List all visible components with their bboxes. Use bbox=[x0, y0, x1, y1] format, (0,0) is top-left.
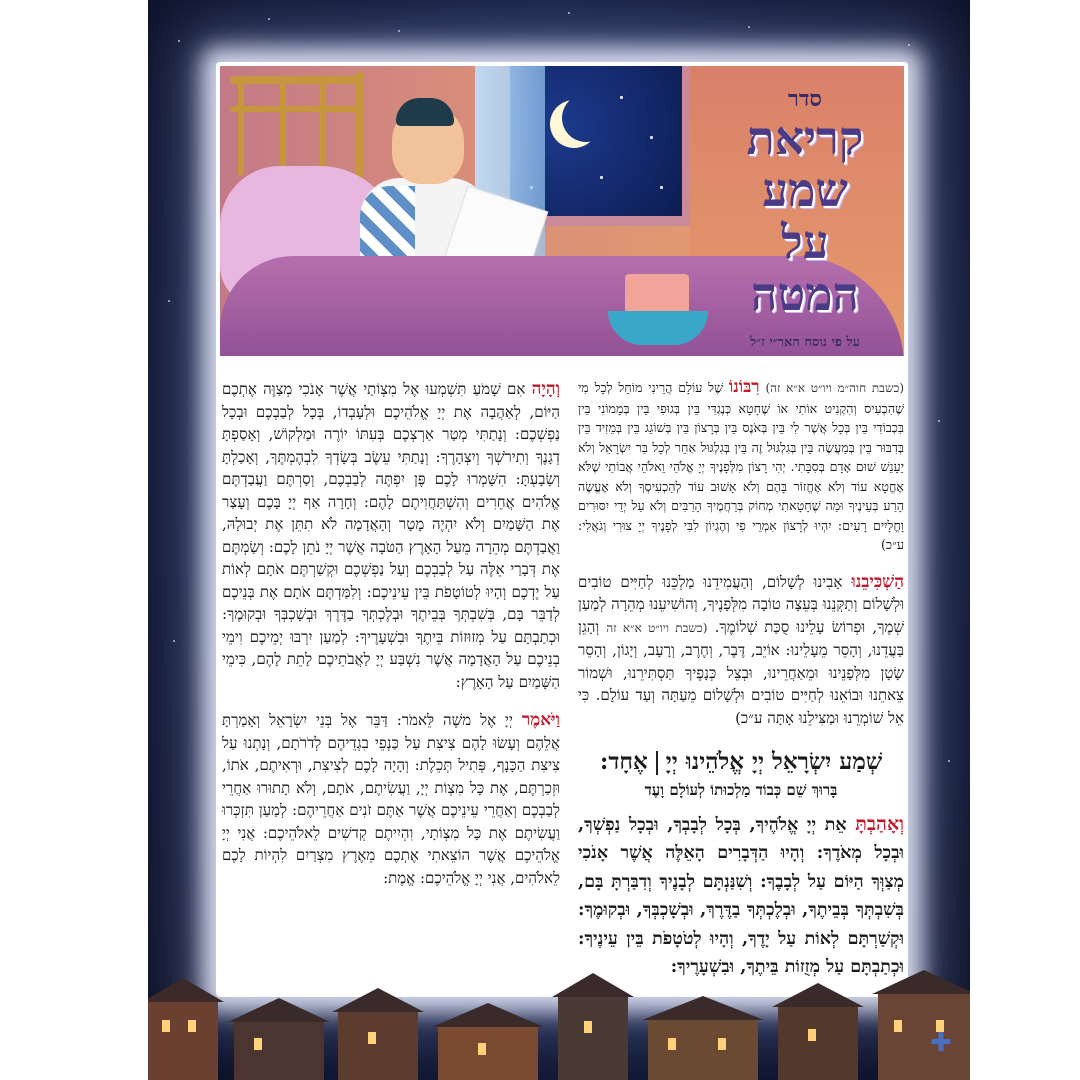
ribono-paragraph bbox=[578, 378, 904, 555]
night-sky-background bbox=[148, 0, 970, 1080]
prayer-panel bbox=[216, 62, 908, 997]
shema-divider bbox=[656, 751, 658, 775]
bedtime-illustration bbox=[220, 66, 904, 356]
moon-icon bbox=[562, 94, 610, 142]
vayomer-paragraph bbox=[222, 709, 560, 889]
vehaya-paragraph bbox=[222, 378, 560, 693]
title-line-1: קריאת שמע bbox=[746, 111, 864, 217]
left-text-column bbox=[222, 378, 560, 905]
ribono-note: (כשבת חוה״מ ויו״ט א״א זה) bbox=[765, 381, 904, 395]
title-seder: סדר bbox=[788, 86, 822, 112]
hashkivenu-paragraph bbox=[578, 571, 904, 730]
vehaya-lead-word: וְהָיָה bbox=[531, 379, 560, 399]
veahavta-lead-word: וְאָהַבְתָּ bbox=[855, 812, 905, 835]
plus-icon: ✚ bbox=[930, 1028, 952, 1058]
title-block bbox=[720, 86, 890, 350]
shema-echad: אֶחָד: bbox=[599, 748, 648, 775]
title-subtitle: על פי נוסח האר״י ז״ל bbox=[750, 335, 860, 350]
vayomer-text: יְיָ אֶל משֶׁה לֵּאמֹר: דַּבֵּר אֶל בְּנֵי יִשְׂרָאֵל וְאָמַרְתָּ אֲלֵהֶם וְעָשׂוּ לָהֶם צִיצִת עַל כַּנְפֵי בִגְדֵיהֶם לְדֹרֹתָם, וְנָתְנוּ עַל צִיצִת הַכָּנָף, פְּתִיל תְּכֵלֶת: וְהָיָה לָכֶם לְצִיצִת, וּרְאִיתֶם, אֹתוֹ, וּזְכַרְתֶּם, אֶת כָּל מִצְוֹת יְיָ, וַעֲשִׂיתֶם, אֹתָם, וְלֹא תָתוּרוּ אַחֲרֵי לְבַבְכֶם וְאַחֲרֵי עֵינֵיכֶם אֲשֶׁר אַתֶּם זֹנִים אַחֲרֵיהֶם: לְמַעַן תִּזְכְּרוּ וַעֲשִׂיתֶם אֶת כָּל מִצְוֹתָי, וִהְיִיתֶם קְדשִׁים לֵאלֹהֵיכֶם: אֲנִי יְיָ אֱלֹהֵיכֶם אֲשֶׁר הוֹצֵאתִי אֶתְכֶם מֵאֶרֶץ מִצְרַיִם לִהְיוֹת לָכֶם לֵאלֹהִים, אֲנִי יְיָ אֱלֹהֵיכֶם: אֱמֶת: bbox=[222, 711, 560, 887]
hashkivenu-lead-word: הַשְׁכִּיבֵנוּ bbox=[851, 571, 904, 592]
hashkivenu-text-2: וְהָגֵן בַּעֲדֵנוּ, וְהָסֵר מֵעָלֵינוּ: אוֹיֵב, דֶּבֶר, וְחֶרֶב, וְרָעָב, וְיָגוֹן, וְהָסֵר שָׂטָן מִלְּפָנֵינוּ וּמֵאַחֲרֵינוּ, וּבְצֵל כְּנָפֶיךָ תַּסְתִּירֵנוּ, וּשְׁמוֹר צֵאתֵנוּ וּבוֹאֵנוּ לְחַיִּים טוֹבִים וּלְשָׁלוֹם מֵעַתָּה וְעַד עוֹלָם. כִּי אֵל שׁוֹמְרֵנוּ וּמַצִּילֵנוּ אָתָּה ע״כ) bbox=[578, 617, 904, 727]
vayomer-lead-word: וַיֹּאמֶר bbox=[521, 710, 560, 730]
veahavta-paragraph bbox=[578, 810, 904, 982]
ribono-lead-word: רִבּוֹנוֹ bbox=[728, 377, 760, 397]
hashkivenu-text: אָבִינוּ לְשָׁלוֹם, וְהַעֲמִידֵנוּ מַלְכֵּנוּ לְחַיִּים טוֹבִים וּלְשָׁלוֹם וְתַקְּנֵנוּ בְּעֵצָה טוֹבָה מִלְּפָנֶיךָ, וְהוֹשִׁיעֵנוּ מְהֵרָה לְמַעַן שְׁמֶךָ, וּפְרוֹשׂ עָלֵינוּ סֻכַּת שְׁלוֹמֶךָ. bbox=[578, 572, 904, 636]
veahavta-text: אֵת יְיָ אֱלֹהֶיךָ, בְּכָל לְבָבְךָ, וּבְכָל נַפְשְׁךָ, וּבְכָל מְאֹדֶךָ: וְהָיוּ הַדְּבָרִים הָאֵלֶּה אֲשֶׁר אָנֹכִי מְצַוְּךָ הַיּוֹם עַל לְבָבֶךָ: וְשִׁנַּנְתָּם לְבָנֶיךָ וְדִבַּרְתָּ בָּם, בְּשִׁבְתְּךָ בְּבֵיתֶךָ, וּבְלֶכְתְּךָ בַדֶּרֶךְ, וּבְשָׁכְבְּךָ, וּבְקוּמֶךָ: וּקְשַׁרְתָּם לְאוֹת עַל יָדֶךָ, וְהָיוּ לְטֹטָפֹת בֵּין עֵינֶיךָ: וּכְתַבְתָּם עַל מְזֻזוֹת בֵּיתֶךָ, וּבִשְׁעָרֶיךָ: bbox=[578, 814, 904, 977]
title-line-2: על המטה bbox=[751, 215, 859, 321]
town-skyline-image bbox=[148, 970, 970, 1080]
shema-line bbox=[578, 745, 904, 779]
right-text-column bbox=[578, 378, 904, 982]
shema-words: שְׁמַע יִשְׂרָאֵל יְיָ אֱלֹהֵינוּ יְיָ bbox=[665, 748, 883, 775]
vehaya-text: אִם שָׁמֹעַ תִּשְׁמְעוּ אֶל מִצְוֹתַי אֲשֶׁר אָנֹכִי מְצַוֶּה אֶתְכֶם הַיּוֹם, לְאַהֲבָה אֶת יְיָ אֱלֹהֵיכֶם וּלְעָבְדוֹ, בְּכָל לְבַבְכֶם וּבְכָל נַפְשְׁכֶם: וְנָתַתִּי מְטַר אַרְצְכֶם בְּעִתּוֹ יוֹרֶה וּמַלְקוֹשׁ, וְאָסַפְתָּ דְגָנֶךָ וְתִירֹשְׁךָ וְיִצְהָרֶךָ: וְנָתַתִּי עֵשֶׂב בְּשָׂדְךָ לִבְהֶמְתֶּךָ, וְאָכַלְתָּ וְשָׂבָעְתָּ: הִשָּׁמְרוּ לָכֶם פֶּן יִפְתֶּה לְבַבְכֶם, וְסַרְתֶּם וַעֲבַדְתֶּם אֱלֹהִים אֲחֵרִים וְהִשְׁתַּחֲוִיתֶם לָהֶם: וְחָרָה אַף יְיָ בָּכֶם וְעָצַר אֶת הַשָּׁמַיִם וְלֹא יִהְיֶה מָטָר וְהָאֲדָמָה לֹא תִתֵּן אֶת יְבוּלָהּ, וַאֲבַדְתֶּם מְהֵרָה מֵעַל הָאָרֶץ הַטֹּבָה אֲשֶׁר יְיָ נֹתֵן לָכֶם: וְשַׂמְתֶּם אֶת דְּבָרַי אֵלֶּה עַל לְבַבְכֶם וְעַל נַפְשְׁכֶם וּקְשַׁרְתֶּם אֹתָם לְאוֹת עַל יֶדְכֶם וְהָיוּ לְטוֹטָפֹת בֵּין עֵינֵיכֶם: וְלִמַּדְתֶּם אֹתָם אֶת בְּנֵיכֶם לְדַבֵּר בָּם, בְּשִׁבְתְּךָ בְּבֵיתֶךָ וּבְלֶכְתְּךָ בַדֶּרֶךְ וּבְשָׁכְבְּךָ וּבְקוּמֶךָ: וּכְתַבְתָּם עַל מְזוּזוֹת בֵּיתֶךָ וּבִשְׁעָרֶיךָ: לְמַעַן יִרְבּוּ יְמֵיכֶם וִימֵי בְנֵיכֶם עַל הָאֲדָמָה אֲשֶׁר נִשְׁבַּע יְיָ לַאֲבֹתֵיכֶם לָתֵת לָהֶם, כִּימֵי הַשָּׁמַיִם עַל הָאָרֶץ: bbox=[222, 380, 560, 691]
ribono-text: שֶׁל עוֹלָם הֲרֵינִי מוֹחֵל לְכָל מִי שֶׁהִכְעִיס וְהִקְנִיט אוֹתִי אוֹ שֶׁחָטָא כְּנֶגְדִּי בֵּין בְּגוּפִי בֵּין בְּמָמוֹנִי בֵּין בִּכְבוֹדִי בֵּין בְּכָל אֲשֶׁר לִי בֵּין בְּאֹנֶס בֵּין בְּרָצוֹן בֵּין בְּשׁוֹגֵג בֵּין בְּמֵזִיד בֵּין בְּדִבּוּר בֵּין בְּמַעֲשֶׂה בֵּין בְּגִלְגּוּל זֶה בֵּין בְּגִלְגּוּל אַחֵר לְכָל בַּר יִשְׂרָאֵל וְלֹא יֵעָנֵשׁ שׁוּם אָדָם בְּסִבָּתִי. יְהִי רָצוֹן מִלְּפָנֶיךָ יְיָ אֱלֹהַי וֵאלֹהֵי אֲבוֹתַי שֶׁלֹּא אֶחֱטָא עוֹד וְלֹא אֶחֱזוֹר בָּהֶם וְלֹא אָשׁוּב עוֹד לְהַכְעִיסְךָ וְלֹא אֶעֱשֶׂה הָרַע בְּעֵינֶיךָ וּמַה שֶׁחָטָאתִי מְחוֹק בְּרַחֲמֶיךָ הָרַבִּים וְלֹא עַל יְדֵי יִסּוּרִים וָחֳלָיִים רָעִים: יִהְיוּ לְרָצוֹן אִמְרֵי פִי וְהֶגְיוֹן לִבִּי לְפָנֶיךָ יְיָ צוּרִי וְגֹאֲלִי: ע״כ) bbox=[578, 380, 904, 552]
hashkivenu-note: (כשבת ויו״ט א״א זה bbox=[606, 620, 708, 635]
baruch-shem-line: בָּרוּךְ שֵׁם כְּבוֹד מַלְכוּתוֹ לְעוֹלָם וָעֶד bbox=[644, 781, 838, 799]
